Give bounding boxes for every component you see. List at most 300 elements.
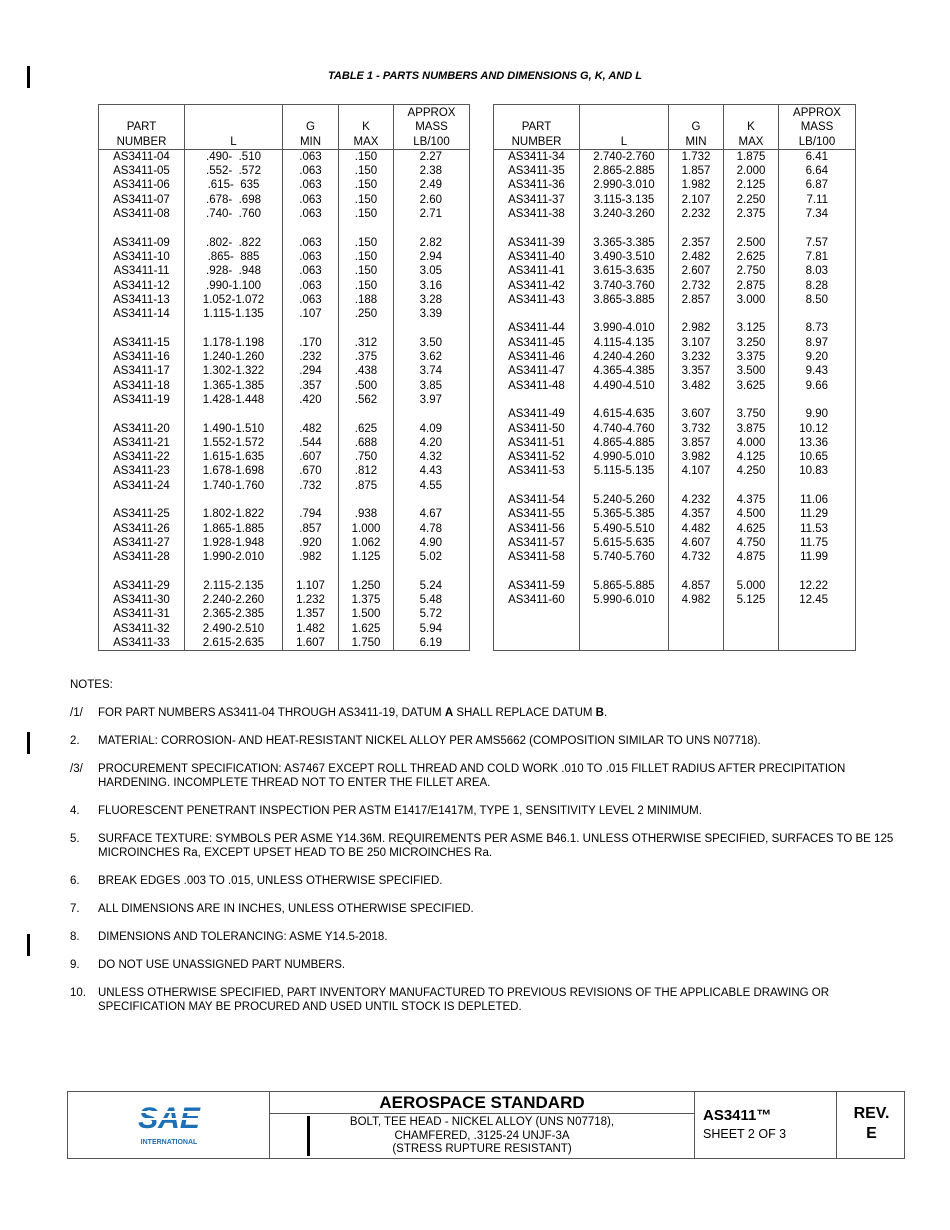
k-max-cell: 5.125 bbox=[724, 593, 779, 607]
mass-cell: 6.19 bbox=[394, 636, 470, 651]
note-item bbox=[70, 958, 900, 972]
mass-cell: 9.66 bbox=[779, 379, 856, 393]
l-dimension-cell: 5.615-5.635 bbox=[580, 536, 669, 550]
k-max-cell bbox=[724, 307, 779, 321]
k-max-cell: 3.375 bbox=[724, 350, 779, 364]
table-row bbox=[494, 307, 856, 321]
l-dimension-cell: .928- .948 bbox=[185, 264, 283, 278]
l-dimension-cell: 1.428-1.448 bbox=[185, 393, 283, 407]
part-number-cell: AS3411-15 bbox=[99, 336, 185, 350]
table-row bbox=[99, 178, 470, 192]
g-min-cell: .107 bbox=[283, 307, 339, 321]
mass-cell bbox=[779, 307, 856, 321]
l-dimension-cell: 4.865-4.885 bbox=[580, 436, 669, 450]
part-number-cell: AS3411-42 bbox=[494, 279, 580, 293]
note-text bbox=[98, 874, 900, 888]
g-min-cell: 4.482 bbox=[669, 522, 724, 536]
table-row bbox=[494, 264, 856, 278]
mass-cell: 12.45 bbox=[779, 593, 856, 607]
header-text: MIN bbox=[685, 135, 707, 148]
table-row bbox=[494, 207, 856, 221]
l-dimension-cell: 2.115-2.135 bbox=[185, 579, 283, 593]
l-dimension-cell: 1.365-1.385 bbox=[185, 379, 283, 393]
l-dimension-cell: 1.928-1.948 bbox=[185, 536, 283, 550]
sae-logo-mark: SAE bbox=[138, 1102, 200, 1135]
k-max-cell: .625 bbox=[339, 422, 394, 436]
mass-cell: 11.53 bbox=[779, 522, 856, 536]
l-dimension-cell bbox=[185, 221, 283, 235]
table-row bbox=[99, 407, 470, 421]
table-row bbox=[99, 436, 470, 450]
g-min-cell bbox=[669, 307, 724, 321]
l-dimension-cell: 1.552-1.572 bbox=[185, 436, 283, 450]
k-max-cell bbox=[339, 493, 394, 507]
g-min-cell: .063 bbox=[283, 236, 339, 250]
k-max-cell: .150 bbox=[339, 149, 394, 164]
g-min-cell: 1.482 bbox=[283, 622, 339, 636]
part-number-cell: AS3411-16 bbox=[99, 350, 185, 364]
l-dimension-cell bbox=[185, 493, 283, 507]
k-max-cell bbox=[339, 407, 394, 421]
l-dimension-cell bbox=[580, 607, 669, 621]
k-max-cell: .150 bbox=[339, 264, 394, 278]
l-dimension-cell: 2.990-3.010 bbox=[580, 178, 669, 192]
k-max-cell bbox=[339, 565, 394, 579]
part-number-cell bbox=[494, 221, 580, 235]
g-min-cell: 4.732 bbox=[669, 550, 724, 564]
table-row bbox=[494, 522, 856, 536]
note-number: 7. bbox=[70, 903, 80, 915]
mass-cell: 8.28 bbox=[779, 279, 856, 293]
table-row bbox=[494, 379, 856, 393]
l-dimension-cell: 5.365-5.385 bbox=[580, 507, 669, 521]
mass-cell: 11.29 bbox=[779, 507, 856, 521]
k-max-cell bbox=[724, 565, 779, 579]
g-min-cell: .063 bbox=[283, 293, 339, 307]
part-number-cell: AS3411-53 bbox=[494, 464, 580, 478]
mass-cell bbox=[779, 393, 856, 407]
part-number-cell: AS3411-41 bbox=[494, 264, 580, 278]
part-number-cell: AS3411-46 bbox=[494, 350, 580, 364]
k-max-cell: 1.500 bbox=[339, 607, 394, 621]
note-text-segment: BREAK EDGES .003 TO .015, UNLESS OTHERWISE SPECIFIED. bbox=[98, 875, 443, 887]
mass-cell: 7.57 bbox=[779, 236, 856, 250]
k-max-cell: 2.250 bbox=[724, 193, 779, 207]
table-row bbox=[99, 250, 470, 264]
mass-cell bbox=[779, 622, 856, 636]
title-block bbox=[67, 1091, 905, 1159]
mass-cell: 4.20 bbox=[394, 436, 470, 450]
table-row bbox=[494, 579, 856, 593]
part-number-cell: AS3411-11 bbox=[99, 264, 185, 278]
description-line: (STRESS RUPTURE RESISTANT) bbox=[392, 1143, 572, 1155]
part-number-cell bbox=[99, 321, 185, 335]
table-row bbox=[494, 221, 856, 235]
note-text-segment: A bbox=[444, 707, 454, 719]
note-text-segment: ALL DIMENSIONS ARE IN INCHES, UNLESS OTHERWISE SPECIFIED. bbox=[98, 903, 474, 915]
k-max-cell bbox=[724, 221, 779, 235]
header-text: LB/100 bbox=[798, 135, 836, 148]
mass-cell: 8.03 bbox=[779, 264, 856, 278]
k-max-cell: 3.500 bbox=[724, 364, 779, 378]
part-number-cell bbox=[99, 565, 185, 579]
g-min-cell bbox=[283, 565, 339, 579]
part-number-cell: AS3411-40 bbox=[494, 250, 580, 264]
mass-cell: 5.72 bbox=[394, 607, 470, 621]
g-min-cell: .063 bbox=[283, 250, 339, 264]
k-max-cell: 3.125 bbox=[724, 321, 779, 335]
logo-cell bbox=[68, 1092, 270, 1158]
l-dimension-cell: 3.990-4.010 bbox=[580, 321, 669, 335]
mass-cell: 4.67 bbox=[394, 507, 470, 521]
header-text: APPROX bbox=[793, 107, 841, 119]
note-text-segment: SHALL REPLACE DATUM bbox=[453, 707, 596, 719]
document-cell bbox=[695, 1092, 837, 1158]
header-text: MASS bbox=[800, 121, 834, 134]
note-number: 10. bbox=[70, 987, 86, 999]
header-mass bbox=[394, 105, 470, 150]
mass-cell bbox=[779, 636, 856, 650]
l-dimension-cell: 5.115-5.135 bbox=[580, 464, 669, 478]
table-row bbox=[494, 393, 856, 407]
l-dimension-cell: 1.990-2.010 bbox=[185, 550, 283, 564]
revision-change-bar bbox=[27, 934, 30, 956]
l-dimension-cell: .552- .572 bbox=[185, 164, 283, 178]
notes-heading: NOTES: bbox=[70, 679, 113, 691]
l-dimension-cell bbox=[580, 636, 669, 650]
table-row bbox=[99, 493, 470, 507]
part-number-cell: AS3411-25 bbox=[99, 507, 185, 521]
part-number-cell: AS3411-06 bbox=[99, 178, 185, 192]
g-min-cell: .607 bbox=[283, 450, 339, 464]
note-text bbox=[98, 902, 900, 916]
note-text bbox=[98, 832, 900, 860]
table-row bbox=[494, 436, 856, 450]
k-max-cell: 2.000 bbox=[724, 164, 779, 178]
note-item bbox=[70, 832, 900, 860]
mass-cell: 3.39 bbox=[394, 307, 470, 321]
l-dimension-cell: 3.115-3.135 bbox=[580, 193, 669, 207]
mass-cell: 11.06 bbox=[779, 493, 856, 507]
note-item bbox=[70, 706, 900, 720]
g-min-cell: 1.857 bbox=[669, 164, 724, 178]
header-text: MASS bbox=[415, 121, 448, 134]
g-min-cell: 4.232 bbox=[669, 493, 724, 507]
l-dimension-cell: 5.740-5.760 bbox=[580, 550, 669, 564]
header-text: NUMBER bbox=[511, 135, 562, 148]
note-text-segment: B bbox=[595, 707, 604, 719]
mass-cell: 7.81 bbox=[779, 250, 856, 264]
table-row bbox=[494, 479, 856, 493]
l-dimension-cell: .990-1.100 bbox=[185, 279, 283, 293]
table-row bbox=[494, 279, 856, 293]
g-min-cell: 1.982 bbox=[669, 178, 724, 192]
mass-cell bbox=[394, 221, 470, 235]
mass-cell: 9.20 bbox=[779, 350, 856, 364]
part-number-cell: AS3411-21 bbox=[99, 436, 185, 450]
g-min-cell: .357 bbox=[283, 379, 339, 393]
part-number-cell: AS3411-30 bbox=[99, 593, 185, 607]
l-dimension-cell bbox=[185, 565, 283, 579]
table-row bbox=[99, 193, 470, 207]
mass-cell bbox=[779, 479, 856, 493]
l-dimension-cell: 4.740-4.760 bbox=[580, 422, 669, 436]
table-row bbox=[494, 550, 856, 564]
table-row bbox=[494, 321, 856, 335]
header-text: G bbox=[691, 121, 701, 134]
mass-cell: 5.48 bbox=[394, 593, 470, 607]
part-number-cell: AS3411-08 bbox=[99, 207, 185, 221]
note-item bbox=[70, 986, 900, 1014]
part-number-cell: AS3411-17 bbox=[99, 364, 185, 378]
g-min-cell: .420 bbox=[283, 393, 339, 407]
l-dimension-cell: 4.115-4.135 bbox=[580, 336, 669, 350]
header-text: PART bbox=[521, 121, 552, 134]
table-row bbox=[99, 550, 470, 564]
revision-change-bar bbox=[27, 732, 30, 754]
mass-cell: 10.83 bbox=[779, 464, 856, 478]
k-max-cell: 4.625 bbox=[724, 522, 779, 536]
k-max-cell: 1.375 bbox=[339, 593, 394, 607]
k-max-cell: 2.500 bbox=[724, 236, 779, 250]
part-number-cell: AS3411-49 bbox=[494, 407, 580, 421]
g-min-cell bbox=[283, 407, 339, 421]
part-number-cell: AS3411-48 bbox=[494, 379, 580, 393]
k-max-cell: .312 bbox=[339, 336, 394, 350]
mass-cell: 7.34 bbox=[779, 207, 856, 221]
mass-cell: 3.28 bbox=[394, 293, 470, 307]
parts-table-right bbox=[493, 104, 856, 651]
g-min-cell: .063 bbox=[283, 264, 339, 278]
mass-cell: 11.99 bbox=[779, 550, 856, 564]
revision-heading: REV. bbox=[853, 1105, 890, 1122]
mass-cell: 4.32 bbox=[394, 450, 470, 464]
table-row bbox=[494, 336, 856, 350]
l-dimension-cell: .740- .760 bbox=[185, 207, 283, 221]
part-number-cell bbox=[494, 636, 580, 650]
mass-cell: 5.94 bbox=[394, 622, 470, 636]
g-min-cell: .232 bbox=[283, 350, 339, 364]
l-dimension-cell: 3.740-3.760 bbox=[580, 279, 669, 293]
header-text: K bbox=[362, 121, 370, 134]
g-min-cell: 2.357 bbox=[669, 236, 724, 250]
mass-cell bbox=[394, 321, 470, 335]
mass-cell: 13.36 bbox=[779, 436, 856, 450]
k-max-cell: .150 bbox=[339, 207, 394, 221]
l-dimension-cell: 1.178-1.198 bbox=[185, 336, 283, 350]
table-row bbox=[99, 579, 470, 593]
l-dimension-cell: 2.365-2.385 bbox=[185, 607, 283, 621]
part-number-cell: AS3411-18 bbox=[99, 379, 185, 393]
k-max-cell: 2.375 bbox=[724, 207, 779, 221]
k-max-cell: 2.125 bbox=[724, 178, 779, 192]
k-max-cell: 4.125 bbox=[724, 450, 779, 464]
table-row bbox=[494, 236, 856, 250]
sae-logo-subtitle: INTERNATIONAL bbox=[140, 1139, 198, 1146]
g-min-cell: 1.607 bbox=[283, 636, 339, 651]
l-dimension-cell: .490- .510 bbox=[185, 149, 283, 164]
g-min-cell: .063 bbox=[283, 207, 339, 221]
g-min-cell: 1.107 bbox=[283, 579, 339, 593]
note-item bbox=[70, 804, 900, 818]
table-row bbox=[99, 364, 470, 378]
part-number-cell: AS3411-51 bbox=[494, 436, 580, 450]
g-min-cell bbox=[669, 607, 724, 621]
l-dimension-cell: 3.615-3.635 bbox=[580, 264, 669, 278]
k-max-cell: .150 bbox=[339, 178, 394, 192]
header-text: APPROX bbox=[407, 107, 456, 119]
note-text-segment: . bbox=[603, 707, 608, 719]
l-dimension-cell: .865- 885 bbox=[185, 250, 283, 264]
l-dimension-cell: 4.365-4.385 bbox=[580, 364, 669, 378]
table-row bbox=[494, 293, 856, 307]
note-number: 4. bbox=[70, 805, 80, 817]
table-row bbox=[99, 536, 470, 550]
part-number-cell: AS3411-28 bbox=[99, 550, 185, 564]
part-number-cell: AS3411-05 bbox=[99, 164, 185, 178]
part-number-cell: AS3411-24 bbox=[99, 479, 185, 493]
note-number: 9. bbox=[70, 959, 80, 971]
l-dimension-cell: 1.865-1.885 bbox=[185, 522, 283, 536]
k-max-cell: .150 bbox=[339, 236, 394, 250]
g-min-cell: .794 bbox=[283, 507, 339, 521]
mass-cell: 10.12 bbox=[779, 422, 856, 436]
l-dimension-cell: 1.115-1.135 bbox=[185, 307, 283, 321]
note-number: 2. bbox=[70, 735, 80, 747]
mass-cell: 11.75 bbox=[779, 536, 856, 550]
part-number-cell: AS3411-36 bbox=[494, 178, 580, 192]
part-number-cell: AS3411-14 bbox=[99, 307, 185, 321]
mass-cell: 10.65 bbox=[779, 450, 856, 464]
note-text-segment: UNLESS OTHERWISE SPECIFIED, PART INVENTORY MANUFACTURED TO PREVIOUS REVISIONS OF THE APPLICABLE DRAWING OR SPECIFICATION MAY BE PROCURED AND USED UNTIL STOCK IS DEPLETED. bbox=[98, 987, 830, 1013]
k-max-cell: 1.000 bbox=[339, 522, 394, 536]
k-max-cell: 2.750 bbox=[724, 264, 779, 278]
k-max-cell: 4.375 bbox=[724, 493, 779, 507]
table-row bbox=[99, 522, 470, 536]
mass-cell: 2.27 bbox=[394, 149, 470, 164]
mass-cell: 3.97 bbox=[394, 393, 470, 407]
part-number-cell: AS3411-55 bbox=[494, 507, 580, 521]
part-number-cell bbox=[99, 407, 185, 421]
g-min-cell: .732 bbox=[283, 479, 339, 493]
header-g-min bbox=[283, 105, 339, 150]
mass-cell: 4.43 bbox=[394, 464, 470, 478]
mass-cell: 5.02 bbox=[394, 550, 470, 564]
part-number-cell: AS3411-26 bbox=[99, 522, 185, 536]
g-min-cell: .063 bbox=[283, 164, 339, 178]
part-number-cell: AS3411-20 bbox=[99, 422, 185, 436]
part-number-cell bbox=[494, 607, 580, 621]
l-dimension-cell: 3.240-3.260 bbox=[580, 207, 669, 221]
table-row bbox=[494, 507, 856, 521]
k-max-cell: .150 bbox=[339, 279, 394, 293]
table-row bbox=[99, 507, 470, 521]
table-row bbox=[494, 493, 856, 507]
mass-cell bbox=[779, 565, 856, 579]
g-min-cell: 2.607 bbox=[669, 264, 724, 278]
header-k-max bbox=[339, 105, 394, 150]
g-min-cell: 4.607 bbox=[669, 536, 724, 550]
mass-cell: 3.74 bbox=[394, 364, 470, 378]
note-text-segment: FLUORESCENT PENETRANT INSPECTION PER ASTM E1417/E1417M, TYPE 1, SENSITIVITY LEVEL 2 MINIMUM. bbox=[98, 805, 702, 817]
l-dimension-cell: 3.365-3.385 bbox=[580, 236, 669, 250]
part-number-cell: AS3411-57 bbox=[494, 536, 580, 550]
description-line: BOLT, TEE HEAD - NICKEL ALLOY (UNS N07718), bbox=[349, 1116, 615, 1128]
table-row bbox=[99, 636, 470, 651]
k-max-cell bbox=[339, 221, 394, 235]
table-row bbox=[494, 464, 856, 478]
table-row bbox=[494, 593, 856, 607]
table-row bbox=[494, 407, 856, 421]
sheet-number: SHEET 2 OF 3 bbox=[703, 1127, 787, 1141]
k-max-cell bbox=[724, 636, 779, 650]
l-dimension-cell bbox=[580, 393, 669, 407]
part-number-cell: AS3411-44 bbox=[494, 321, 580, 335]
part-number-cell: AS3411-32 bbox=[99, 622, 185, 636]
table-row bbox=[99, 164, 470, 178]
table-row bbox=[494, 607, 856, 621]
g-min-cell bbox=[669, 393, 724, 407]
header-text: L bbox=[620, 135, 628, 148]
k-max-cell: 2.625 bbox=[724, 250, 779, 264]
notes-list bbox=[70, 706, 900, 1014]
table-row bbox=[494, 364, 856, 378]
header-text: L bbox=[230, 135, 237, 148]
k-max-cell: .188 bbox=[339, 293, 394, 307]
g-min-cell: 3.607 bbox=[669, 407, 724, 421]
part-number-cell: AS3411-47 bbox=[494, 364, 580, 378]
g-min-cell bbox=[669, 565, 724, 579]
k-max-cell: .688 bbox=[339, 436, 394, 450]
mass-cell: 3.16 bbox=[394, 279, 470, 293]
part-number-cell bbox=[99, 221, 185, 235]
standard-cell bbox=[270, 1092, 695, 1158]
part-number-cell: AS3411-35 bbox=[494, 164, 580, 178]
part-number-cell: AS3411-10 bbox=[99, 250, 185, 264]
k-max-cell: .875 bbox=[339, 479, 394, 493]
part-number-cell bbox=[494, 622, 580, 636]
k-max-cell: .150 bbox=[339, 193, 394, 207]
l-dimension-cell bbox=[580, 307, 669, 321]
k-max-cell: 3.750 bbox=[724, 407, 779, 421]
table-row bbox=[99, 565, 470, 579]
g-min-cell: 2.482 bbox=[669, 250, 724, 264]
mass-cell: 2.94 bbox=[394, 250, 470, 264]
l-dimension-cell: 1.802-1.822 bbox=[185, 507, 283, 521]
k-max-cell: 1.875 bbox=[724, 149, 779, 164]
k-max-cell: 4.500 bbox=[724, 507, 779, 521]
l-dimension-cell bbox=[185, 321, 283, 335]
mass-cell: 3.85 bbox=[394, 379, 470, 393]
g-min-cell bbox=[283, 221, 339, 235]
header-text: LB/100 bbox=[413, 135, 450, 148]
g-min-cell bbox=[283, 321, 339, 335]
g-min-cell: 1.357 bbox=[283, 607, 339, 621]
mass-cell: 12.22 bbox=[779, 579, 856, 593]
g-min-cell bbox=[669, 622, 724, 636]
table-row bbox=[99, 422, 470, 436]
mass-cell: 6.64 bbox=[779, 164, 856, 178]
note-number: /3/ bbox=[70, 763, 83, 775]
l-dimension-cell bbox=[580, 221, 669, 235]
header-text: NUMBER bbox=[116, 135, 167, 148]
part-number-cell: AS3411-59 bbox=[494, 579, 580, 593]
k-max-cell: 4.750 bbox=[724, 536, 779, 550]
header-l bbox=[580, 105, 669, 150]
k-max-cell: .750 bbox=[339, 450, 394, 464]
l-dimension-cell: 2.740-2.760 bbox=[580, 149, 669, 164]
table-row bbox=[99, 479, 470, 493]
